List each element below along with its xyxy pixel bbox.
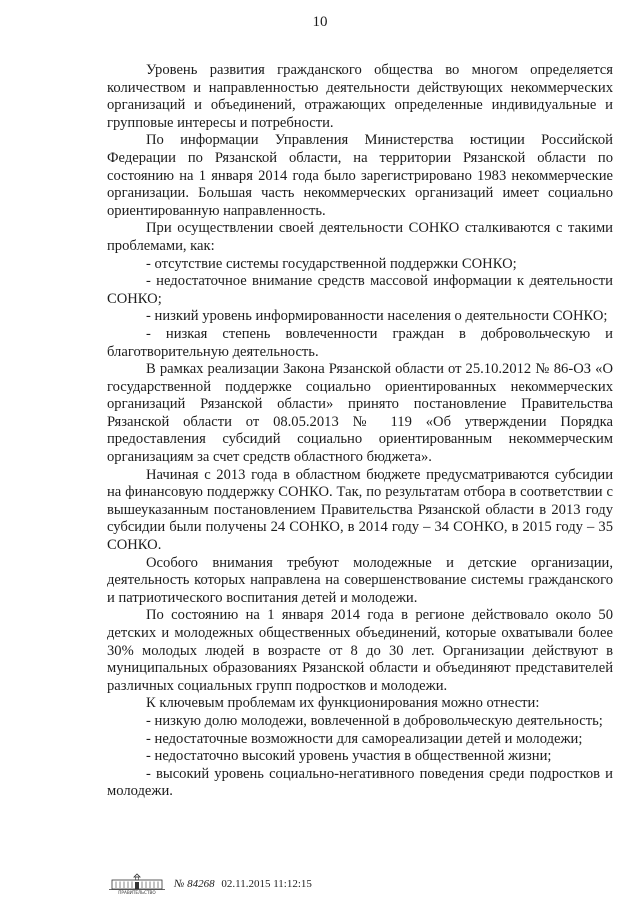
registration-number: № 84268	[174, 878, 215, 890]
paragraph-law-86: В рамках реализации Закона Рязанской области от 25.10.2012 № 86-ОЗ «О государственной поддержке социально ориентированных некоммерческих организаций Рязанской области» принято постановление Правительства Рязанской области от 08.05.2013 № 119 «Об утверждении Порядка предоставления субсидий социально ориентированным некоммерческим организациям за счет средств областного бюджета».	[107, 361, 613, 466]
seal-caption: ПРАВИТЕЛЬСТВО	[118, 890, 156, 895]
list-item-low-volunteer-share: - низкую долю молодежи, вовлеченной в добровольческую деятельность;	[146, 712, 603, 729]
paragraph-youth-stats: По состоянию на 1 января 2014 года в регионе действовало около 50 детских и молодежных общественных объединений, которые охватывали более 30% молодых людей в возрасте от 8 до 30 лет. Организации действуют в муниципальных образованиях Рязанской области и объединяют представителей различных социальных групп подростков и молодежи.	[107, 607, 613, 694]
registration-stamp	[174, 878, 312, 890]
document-body	[107, 62, 613, 801]
list-item-media-attention: - недостаточное внимание средств массовой информации к деятельности СОНКО;	[107, 273, 613, 307]
paragraph-key-problems-intro: К ключевым проблемам их функционирования можно отнести:	[146, 695, 540, 712]
list-item-no-support: - отсутствие системы государственной поддержки СОНКО;	[146, 255, 517, 272]
paragraph-youth-orgs: Особого внимания требуют молодежные и детские организации, деятельность которых направлена на совершенствование системы гражданского и патриотического воспитания детей и молодежи.	[107, 554, 613, 606]
paragraph-civil-society: Уровень развития гражданского общества во многом определяется количеством и направленностью деятельности действующих некоммерческих организаций и объединений, отражающих определенные индивидуальные и групповые интересы и потребности.	[107, 62, 613, 131]
paragraph-problems-intro: При осуществлении своей деятельности СОНКО сталкиваются с такими проблемами, как:	[107, 220, 613, 254]
page-number: 10	[312, 14, 328, 30]
list-item-low-involvement: - низкая степень вовлеченности граждан в добровольческую и благотворительную деятельность.	[107, 325, 613, 360]
list-item-self-realization: - недостаточные возможности для самореализации детей и молодежи;	[146, 730, 583, 747]
registration-footer	[108, 873, 528, 895]
government-building-seal-icon	[108, 873, 166, 895]
paragraph-ministry-info: По информации Управления Министерства юстиции Российской Федерации по Рязанской области, на территории Рязанской области по состоянию на 1 января 2014 года было зарегистрировано 1983 некоммерческие организации. Большая часть некоммерческих организаций имеет социально ориентированную направленность.	[107, 132, 613, 219]
list-item-low-awareness: - низкий уровень информированности населения о деятельности СОНКО;	[146, 308, 608, 325]
registration-timestamp: 02.11.2015 11:12:15	[221, 878, 312, 890]
list-item-public-participation: - недостаточно высокий уровень участия в общественной жизни;	[146, 748, 552, 765]
list-item-negative-behavior: - высокий уровень социально-негативного поведения среди подростков и молодежи.	[107, 765, 613, 800]
paragraph-subsidies: Начиная с 2013 года в областном бюджете предусматриваются субсидии на финансовую поддержку СОНКО. Так, по результатам отбора в соответствии с вышеуказанным постановлением Правительства Рязанской области в 2013 году субсидии были получены 24 СОНКО, в 2014 году – 34 СОНКО, в 2015 году – 35 СОНКО.	[107, 466, 613, 554]
